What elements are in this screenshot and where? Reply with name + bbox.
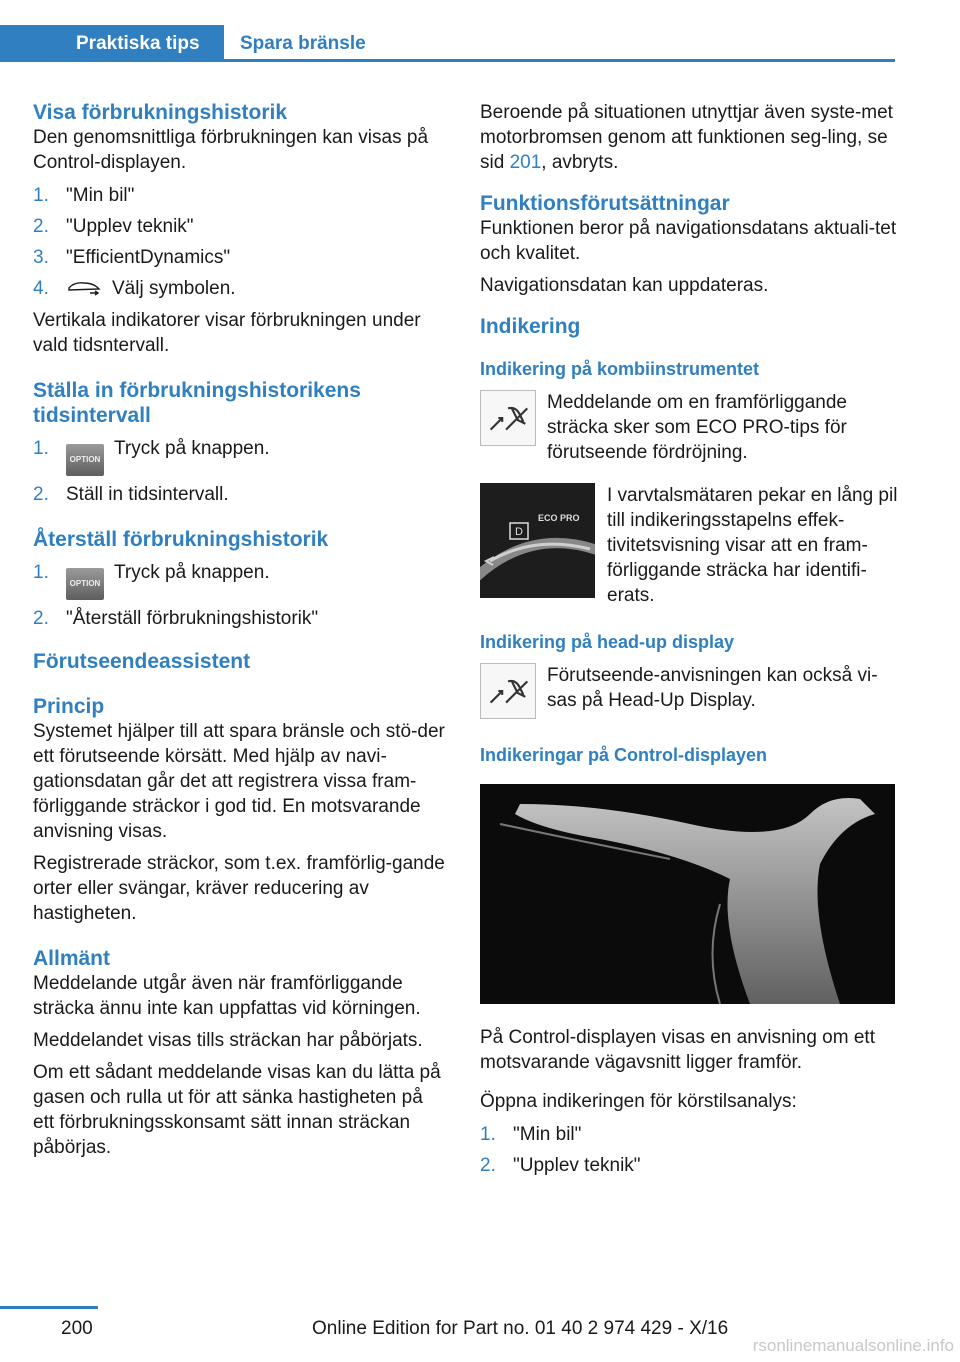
page-header [0, 0, 895, 62]
option-button-icon: OPTION [66, 444, 104, 476]
edition-text: Online Edition for Part no. 01 40 2 974 429 - X/16 [312, 1318, 729, 1339]
paragraph: Den genomsnittliga förbrukningen kan visas på Control-displayen. [33, 127, 429, 173]
paragraph: Vertikala indikatorer visar förbrukningen under vald tidsntervall. [33, 310, 421, 356]
header-divider [0, 59, 895, 62]
heading-kombiinstrumentet: Indikering på kombiinstrumentet [480, 359, 760, 379]
road-warning-icon [480, 390, 536, 446]
list-item: 1. "Min bil" [480, 1124, 582, 1145]
steps-list [33, 183, 448, 301]
list-item: 2. "Återställ förbrukningshistorik" [33, 608, 319, 629]
tachometer-image [480, 483, 595, 598]
left-column [33, 100, 448, 1167]
paragraph: Meddelande om en framförliggande sträcka sker som ECO PRO-tips för förutseende fördröjning. [547, 392, 847, 463]
right-column [480, 100, 898, 1185]
figure-row [480, 663, 898, 719]
heading-visa-forbrukningshistorik: Visa förbrukningshistorik [33, 101, 287, 124]
steps-list [480, 1122, 898, 1178]
road-ahead-image [480, 784, 895, 1004]
paragraph: Öppna indikeringen för körstilsanalys: [480, 1091, 797, 1112]
watermark: rsonlinemanualsonline.info [752, 1336, 954, 1355]
heading-stalla-in-tidsintervall: Ställa in förbrukningshistorikens tidsintervall [33, 379, 361, 427]
steps-list [33, 560, 448, 631]
paragraph: På Control-displayen visas en anvisning om ett motsvarande vägavsnitt ligger framför. [480, 1027, 875, 1073]
tab-praktiska-tips[interactable]: Praktiska tips [0, 25, 224, 62]
list-item: 1. "Min bil" [33, 185, 135, 206]
gauge-label-eco: ECO PRO [538, 513, 580, 523]
list-item: 2. "Upplev teknik" [480, 1155, 641, 1176]
page-link-201[interactable]: 201 [509, 152, 542, 173]
figure-row [480, 483, 898, 608]
heading-allmant: Allmänt [33, 947, 111, 970]
option-button-icon: OPTION [66, 568, 104, 600]
paragraph: Beroende på situationen utnyttjar även syste-met motorbromsen genom att funktionen seg-ling, se sid 201, avbryts. [480, 102, 893, 173]
heading-control-displayen: Indikeringar på Control-displayen [480, 745, 768, 765]
heading-funktionsforutsattningar: Funktionsförutsättningar [480, 192, 730, 215]
figure-row [480, 390, 898, 465]
list-item: 2. "Upplev teknik" [33, 216, 194, 237]
heading-indikering: Indikering [480, 315, 581, 338]
list-item: 4. Välj symbolen. [33, 278, 236, 299]
tab-spara-bransle[interactable]: Spara bränsle [240, 33, 366, 54]
paragraph: Meddelandet visas tills sträckan har påbörjats. [33, 1030, 423, 1051]
road-warning-icon [480, 663, 536, 719]
footer-divider [0, 1306, 98, 1309]
paragraph: I varvtalsmätaren pekar en lång pil till indikeringsstapelns effek-tivitetsvisning visar att en fram-förliggande sträcka har identifi-erats. [607, 485, 898, 606]
paragraph: Om ett sådant meddelande visas kan du lätta på gasen och rulla ut för att sänka hastigheten på ett förbrukningsskonsamt sätt innan sträckan påbörjas. [33, 1062, 441, 1158]
heading-forutseendeassistent: Förutseendeassistent [33, 650, 251, 673]
list-item: 1. OPTIONTryck på knappen. [33, 436, 448, 476]
paragraph: Registrerade sträckor, som t.ex. framförlig-gande orter eller svängar, kräver reducering av hastigheten. [33, 853, 445, 924]
paragraph: Meddelande utgår även när framförliggande sträcka ännu inte kan uppfattas vid körningen. [33, 973, 421, 1019]
paragraph: Navigationsdatan kan uppdateras. [480, 275, 769, 296]
heading-head-up-display: Indikering på head-up display [480, 632, 735, 652]
car-consumption-icon [66, 279, 102, 297]
heading-aterstall: Återställ förbrukningshistorik [33, 528, 329, 551]
list-item: 1. OPTIONTryck på knappen. [33, 560, 448, 600]
gauge-label-d: D [515, 526, 523, 538]
paragraph: Systemet hjälper till att spara bränsle och stö-der ett förutseende körsätt. Med hjälp av navi-gationsdatan går det att registrera vissa fram-förliggande sträckor i god tid. En motsvarande anvisning visas. [33, 721, 445, 842]
steps-list [33, 436, 448, 507]
list-item: 3. "EfficientDynamics" [33, 247, 231, 268]
heading-princip: Princip [33, 695, 105, 718]
paragraph: Funktionen beror på navigationsdatans aktuali-tet och kvalitet. [480, 218, 897, 264]
list-item: 2. Ställ in tidsintervall. [33, 484, 229, 505]
page-number: 200 [61, 1318, 93, 1339]
paragraph: Förutseende-anvisningen kan också vi-sas på Head-Up Display. [547, 665, 878, 711]
